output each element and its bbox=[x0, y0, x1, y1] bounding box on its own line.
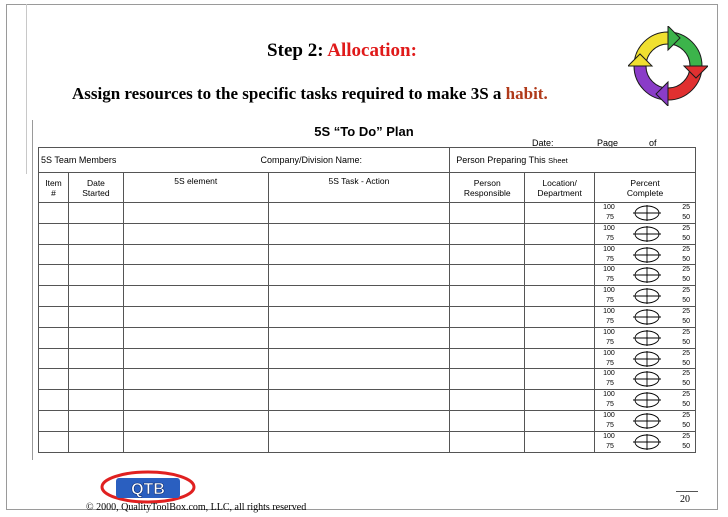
percent-25-label: 25 bbox=[682, 391, 690, 399]
quarter-circle-icon[interactable] bbox=[632, 288, 662, 304]
percent-cell[interactable] bbox=[595, 390, 696, 411]
location-cell[interactable] bbox=[525, 286, 595, 307]
percent-50-label: 50 bbox=[682, 255, 690, 263]
table-row bbox=[39, 348, 696, 369]
percent-75-label: 75 bbox=[606, 442, 614, 450]
table-row bbox=[39, 286, 696, 307]
date-cell[interactable] bbox=[68, 327, 123, 348]
preparer-label: Person Preparing This bbox=[456, 155, 546, 165]
percent-cell[interactable] bbox=[595, 244, 696, 265]
company-label: Company/Division Name: bbox=[260, 155, 363, 165]
page-label: Page bbox=[597, 138, 619, 148]
percent-100-label: 100 bbox=[603, 287, 615, 295]
person-cell[interactable] bbox=[450, 203, 525, 224]
table-row bbox=[39, 203, 696, 224]
date-cell[interactable] bbox=[68, 223, 123, 244]
percent-cell[interactable] bbox=[595, 286, 696, 307]
element-cell[interactable] bbox=[123, 431, 268, 452]
percent-cell[interactable] bbox=[595, 348, 696, 369]
table-row bbox=[39, 390, 696, 411]
percent-75-label: 75 bbox=[606, 276, 614, 284]
percent-cell[interactable] bbox=[595, 306, 696, 327]
percent-100-label: 100 bbox=[603, 245, 615, 253]
percent-75-label: 75 bbox=[606, 338, 614, 346]
date-cell[interactable] bbox=[68, 390, 123, 411]
of-label: of bbox=[649, 138, 657, 148]
table-row bbox=[39, 431, 696, 452]
task-cell[interactable] bbox=[268, 203, 450, 224]
table-row bbox=[39, 369, 696, 390]
element-cell[interactable] bbox=[123, 390, 268, 411]
form-title: 5S “To Do” Plan bbox=[314, 124, 414, 139]
table-row bbox=[39, 410, 696, 431]
percent-100-label: 100 bbox=[603, 432, 615, 440]
date-cell[interactable] bbox=[68, 369, 123, 390]
col-task-action: 5S Task - Action bbox=[268, 173, 450, 203]
quarter-circle-icon[interactable] bbox=[632, 434, 662, 450]
task-cell[interactable] bbox=[268, 286, 450, 307]
element-cell[interactable] bbox=[123, 203, 268, 224]
svg-text:QTB: QTB bbox=[131, 481, 165, 498]
percent-100-label: 100 bbox=[603, 328, 615, 336]
task-cell[interactable] bbox=[268, 348, 450, 369]
percent-25-label: 25 bbox=[682, 224, 690, 232]
percent-75-label: 75 bbox=[606, 234, 614, 242]
percent-100-label: 100 bbox=[603, 204, 615, 211]
task-cell[interactable] bbox=[268, 369, 450, 390]
subtitle-main: Assign resources to the specific tasks required to make 3S a bbox=[72, 84, 502, 103]
item-cell[interactable] bbox=[39, 306, 69, 327]
table-body bbox=[39, 203, 696, 453]
person-cell[interactable] bbox=[450, 348, 525, 369]
frame-accent-line bbox=[26, 4, 27, 174]
team-members-label: 5S Team Members bbox=[41, 155, 117, 165]
cycle-arrows-icon bbox=[628, 26, 708, 106]
item-cell[interactable] bbox=[39, 369, 69, 390]
percent-cell[interactable] bbox=[595, 327, 696, 348]
percent-50-label: 50 bbox=[682, 401, 690, 409]
element-cell[interactable] bbox=[123, 223, 268, 244]
percent-100-label: 100 bbox=[603, 411, 615, 419]
location-cell[interactable] bbox=[525, 431, 595, 452]
percent-75-label: 75 bbox=[606, 421, 614, 429]
person-cell[interactable] bbox=[450, 265, 525, 286]
percent-100-label: 100 bbox=[603, 266, 615, 274]
person-cell[interactable] bbox=[450, 286, 525, 307]
percent-cell[interactable] bbox=[595, 265, 696, 286]
percent-25-label: 25 bbox=[682, 266, 690, 274]
item-cell[interactable] bbox=[39, 348, 69, 369]
percent-75-label: 75 bbox=[606, 380, 614, 388]
slide-title bbox=[0, 40, 684, 62]
quarter-circle-icon[interactable] bbox=[632, 247, 662, 263]
page-number: 20 bbox=[680, 494, 690, 505]
preparer-field[interactable] bbox=[450, 148, 696, 173]
task-cell[interactable] bbox=[268, 223, 450, 244]
location-cell[interactable] bbox=[525, 327, 595, 348]
person-cell[interactable] bbox=[450, 369, 525, 390]
todo-plan-table bbox=[38, 147, 696, 453]
date-cell[interactable] bbox=[68, 410, 123, 431]
percent-75-label: 75 bbox=[606, 255, 614, 263]
location-cell[interactable] bbox=[525, 244, 595, 265]
date-label: Date: bbox=[532, 138, 554, 148]
col-location: Location/ Department bbox=[525, 173, 595, 203]
task-cell[interactable] bbox=[268, 265, 450, 286]
percent-cell[interactable] bbox=[595, 431, 696, 452]
col-percent-complete: Percent Complete bbox=[595, 173, 696, 203]
preparer-suffix: Sheet bbox=[548, 156, 568, 165]
percent-25-label: 25 bbox=[682, 328, 690, 336]
percent-100-label: 100 bbox=[603, 349, 615, 357]
quarter-circle-icon[interactable] bbox=[632, 351, 662, 367]
percent-50-label: 50 bbox=[682, 317, 690, 325]
table-row bbox=[39, 223, 696, 244]
date-cell[interactable] bbox=[68, 348, 123, 369]
task-cell[interactable] bbox=[268, 431, 450, 452]
slide-subtitle bbox=[72, 84, 548, 104]
task-cell[interactable] bbox=[268, 410, 450, 431]
person-cell[interactable] bbox=[450, 390, 525, 411]
date-cell[interactable] bbox=[68, 203, 123, 224]
task-cell[interactable] bbox=[268, 244, 450, 265]
percent-75-label: 75 bbox=[606, 401, 614, 409]
percent-25-label: 25 bbox=[682, 204, 690, 211]
col-item: Item # bbox=[39, 173, 69, 203]
quarter-circle-icon[interactable] bbox=[632, 413, 662, 429]
person-cell[interactable] bbox=[450, 306, 525, 327]
person-cell[interactable] bbox=[450, 223, 525, 244]
quarter-circle-icon[interactable] bbox=[632, 267, 662, 283]
percent-cell[interactable] bbox=[595, 203, 696, 224]
quarter-circle-icon[interactable] bbox=[632, 330, 662, 346]
item-cell[interactable] bbox=[39, 390, 69, 411]
element-cell[interactable] bbox=[123, 348, 268, 369]
quarter-circle-icon[interactable] bbox=[632, 226, 662, 242]
percent-25-label: 25 bbox=[682, 370, 690, 378]
element-cell[interactable] bbox=[123, 286, 268, 307]
percent-100-label: 100 bbox=[603, 307, 615, 315]
percent-cell[interactable] bbox=[595, 410, 696, 431]
percent-100-label: 100 bbox=[603, 370, 615, 378]
title-accent: Allocation: bbox=[327, 40, 417, 61]
element-cell[interactable] bbox=[123, 369, 268, 390]
percent-75-label: 75 bbox=[606, 297, 614, 305]
item-cell[interactable] bbox=[39, 203, 69, 224]
percent-50-label: 50 bbox=[682, 442, 690, 450]
item-cell[interactable] bbox=[39, 431, 69, 452]
element-cell[interactable] bbox=[123, 306, 268, 327]
item-cell[interactable] bbox=[39, 265, 69, 286]
location-cell[interactable] bbox=[525, 369, 595, 390]
item-cell[interactable] bbox=[39, 410, 69, 431]
item-cell[interactable] bbox=[39, 327, 69, 348]
task-cell[interactable] bbox=[268, 306, 450, 327]
percent-50-label: 50 bbox=[682, 214, 690, 221]
task-cell[interactable] bbox=[268, 390, 450, 411]
table-header bbox=[39, 173, 696, 203]
team-members-field[interactable] bbox=[39, 148, 450, 173]
col-date-started: Date Started bbox=[68, 173, 123, 203]
element-cell[interactable] bbox=[123, 410, 268, 431]
percent-50-label: 50 bbox=[682, 338, 690, 346]
percent-75-label: 75 bbox=[606, 214, 614, 221]
location-cell[interactable] bbox=[525, 306, 595, 327]
date-cell[interactable] bbox=[68, 306, 123, 327]
title-prefix: Step 2: bbox=[267, 40, 324, 61]
percent-25-label: 25 bbox=[682, 411, 690, 419]
element-cell[interactable] bbox=[123, 244, 268, 265]
percent-50-label: 50 bbox=[682, 234, 690, 242]
location-cell[interactable] bbox=[525, 203, 595, 224]
table-row bbox=[39, 306, 696, 327]
person-cell[interactable] bbox=[450, 327, 525, 348]
qtb-logo bbox=[100, 470, 196, 504]
col-5s-element: 5S element bbox=[123, 173, 268, 203]
location-cell[interactable] bbox=[525, 410, 595, 431]
quarter-circle-icon[interactable] bbox=[632, 205, 662, 221]
location-cell[interactable] bbox=[525, 348, 595, 369]
date-cell[interactable] bbox=[68, 265, 123, 286]
percent-75-label: 75 bbox=[606, 317, 614, 325]
date-cell[interactable] bbox=[68, 244, 123, 265]
date-cell[interactable] bbox=[68, 431, 123, 452]
table-row bbox=[39, 327, 696, 348]
table-row bbox=[39, 265, 696, 286]
percent-50-label: 50 bbox=[682, 297, 690, 305]
quarter-circle-icon[interactable] bbox=[632, 309, 662, 325]
date-cell[interactable] bbox=[68, 286, 123, 307]
table-row bbox=[39, 244, 696, 265]
element-cell[interactable] bbox=[123, 327, 268, 348]
percent-100-label: 100 bbox=[603, 224, 615, 232]
quarter-circle-icon[interactable] bbox=[632, 392, 662, 408]
person-cell[interactable] bbox=[450, 431, 525, 452]
percent-25-label: 25 bbox=[682, 287, 690, 295]
item-cell[interactable] bbox=[39, 286, 69, 307]
percent-100-label: 100 bbox=[603, 391, 615, 399]
page-number-rule bbox=[676, 491, 698, 492]
location-cell[interactable] bbox=[525, 265, 595, 286]
copyright-text: © 2000, QualityToolBox.com, LLC, all rights reserved bbox=[86, 502, 307, 513]
element-cell[interactable] bbox=[123, 265, 268, 286]
col-person-responsible: Person Responsible bbox=[450, 173, 525, 203]
percent-75-label: 75 bbox=[606, 359, 614, 367]
percent-50-label: 50 bbox=[682, 421, 690, 429]
item-cell[interactable] bbox=[39, 223, 69, 244]
percent-50-label: 50 bbox=[682, 276, 690, 284]
subtitle-accent: habit. bbox=[505, 84, 548, 103]
person-cell[interactable] bbox=[450, 410, 525, 431]
percent-cell[interactable] bbox=[595, 223, 696, 244]
item-cell[interactable] bbox=[39, 244, 69, 265]
percent-25-label: 25 bbox=[682, 245, 690, 253]
percent-50-label: 50 bbox=[682, 380, 690, 388]
task-cell[interactable] bbox=[268, 327, 450, 348]
percent-50-label: 50 bbox=[682, 359, 690, 367]
percent-25-label: 25 bbox=[682, 349, 690, 357]
percent-25-label: 25 bbox=[682, 432, 690, 440]
location-cell[interactable] bbox=[525, 223, 595, 244]
person-cell[interactable] bbox=[450, 244, 525, 265]
percent-cell[interactable] bbox=[595, 369, 696, 390]
percent-25-label: 25 bbox=[682, 307, 690, 315]
location-cell[interactable] bbox=[525, 390, 595, 411]
form-info-row bbox=[39, 148, 696, 173]
quarter-circle-icon[interactable] bbox=[632, 371, 662, 387]
